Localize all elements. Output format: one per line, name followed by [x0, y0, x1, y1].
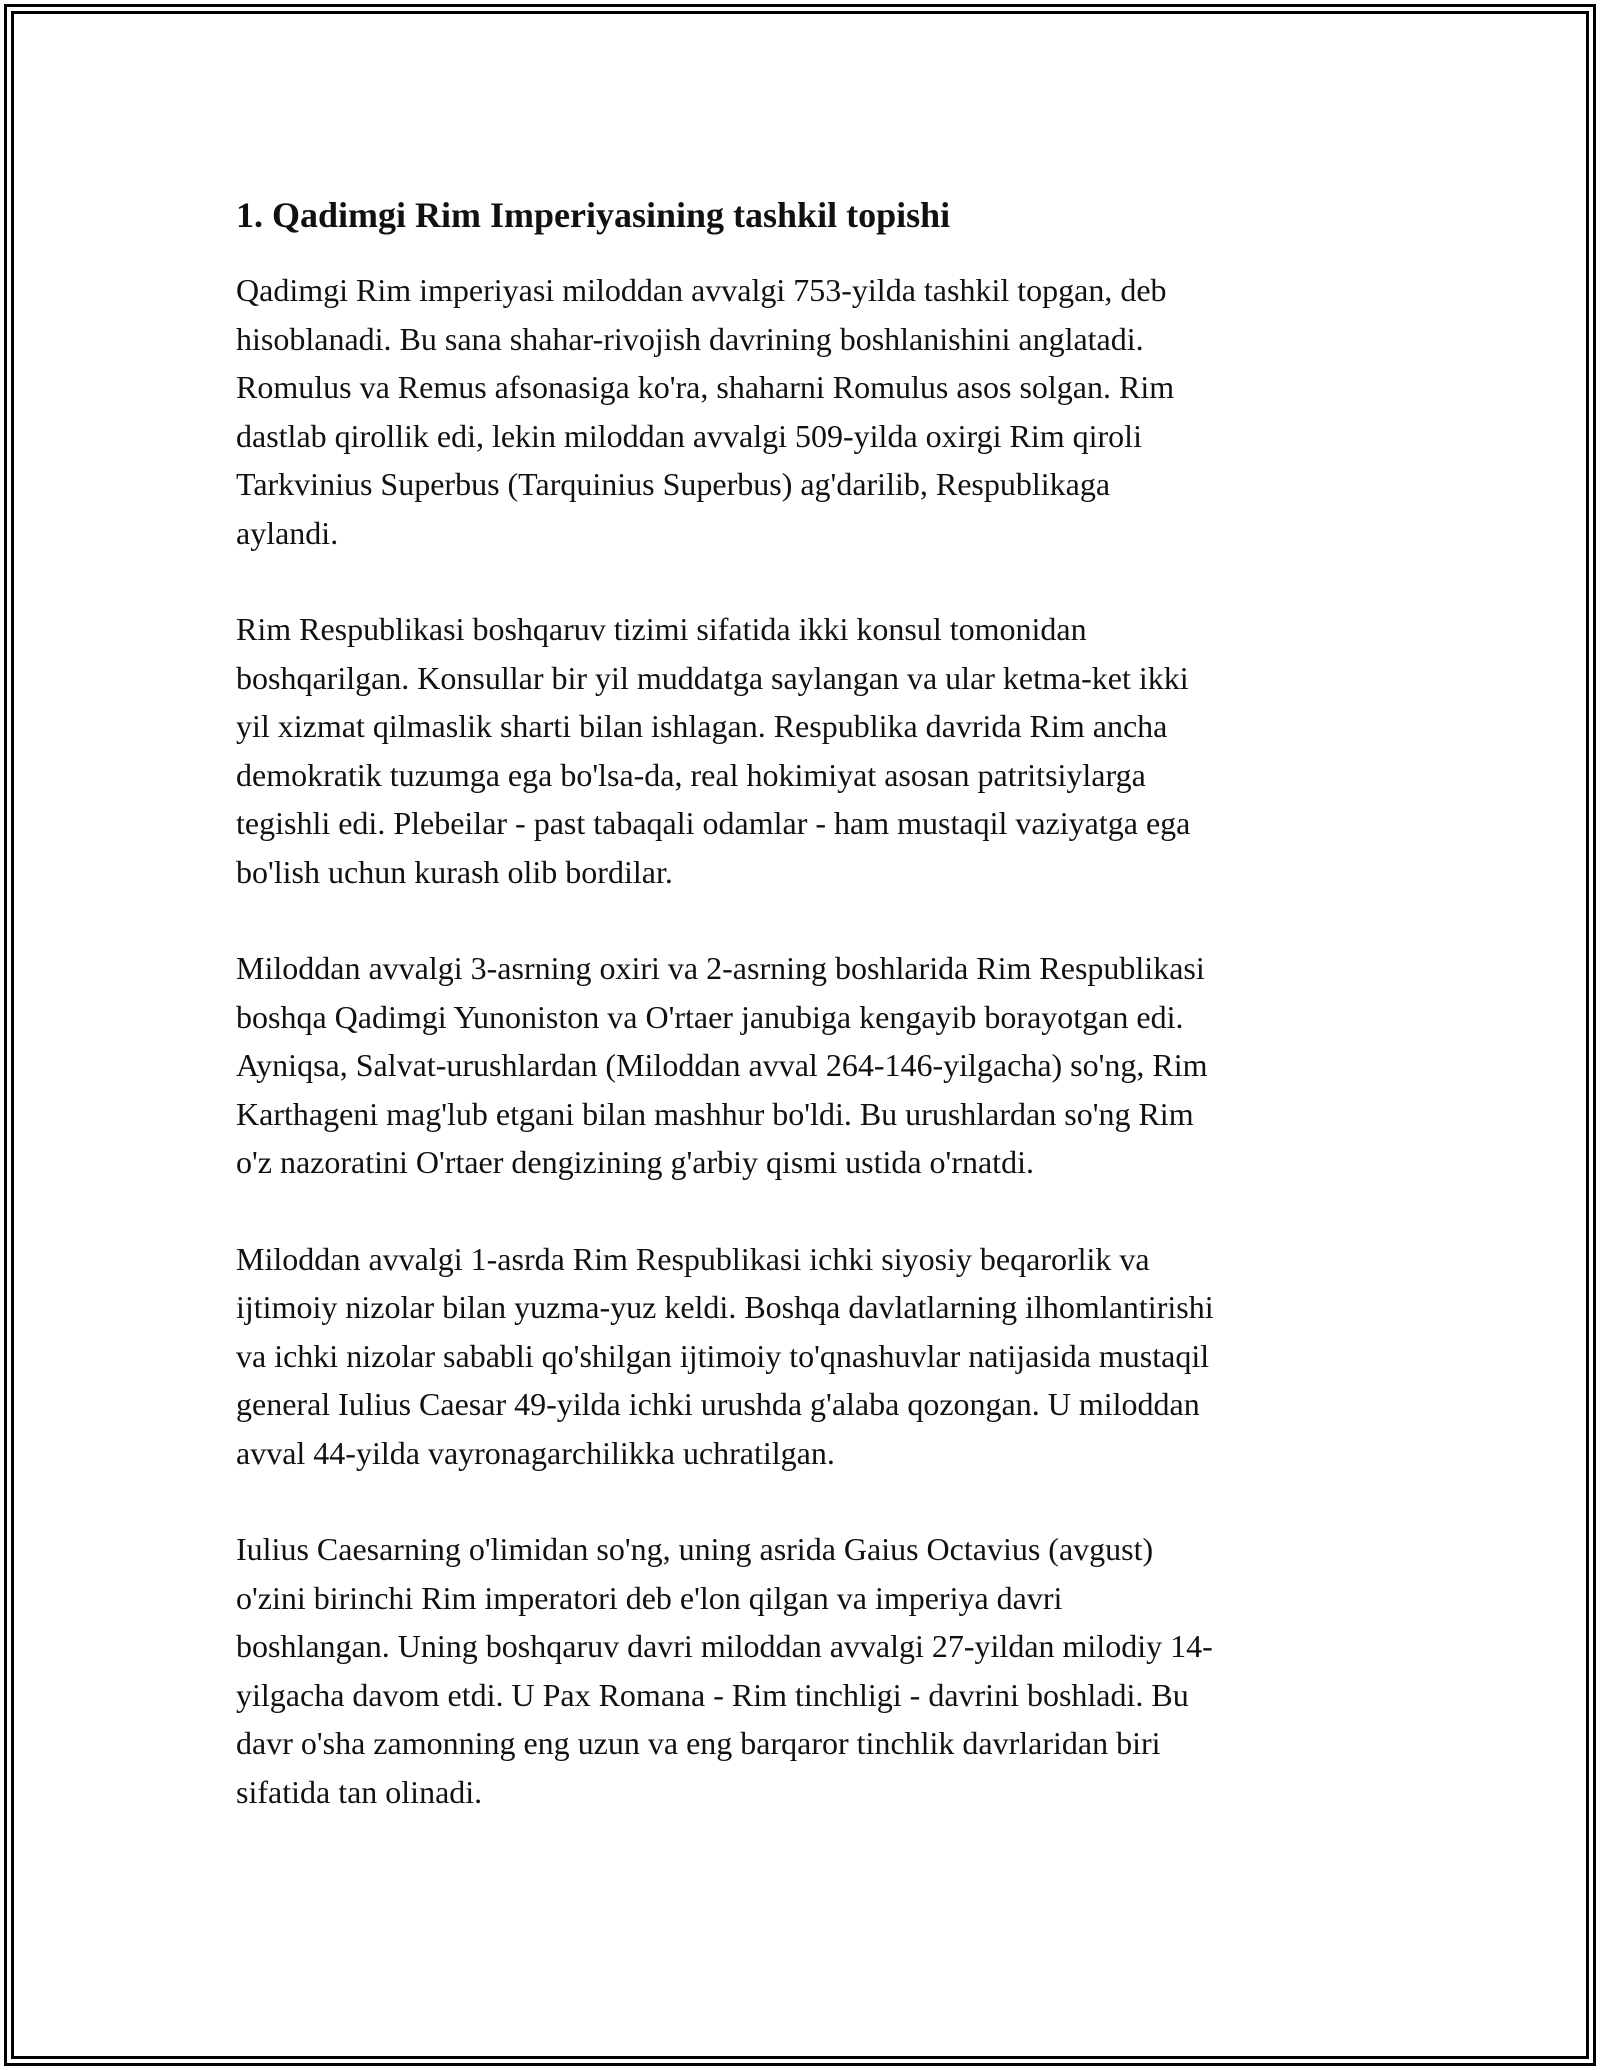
- paragraph-1: Qadimgi Rim imperiyasi miloddan avvalgi 753-yilda tashkil topgan, deb hisoblanadi. Bu sana shahar-rivojish davrining boshlanishini anglatadi. Romulus va Remus afsonasiga ko'ra, shaharni Romulus asos solgan. Rim dastlab qirollik edi, lekin miloddan avvalgi 509-yilda oxirgi Rim qiroli Tarkvinius Superbus (Tarquinius Superbus) ag'darilib, Respublikaga aylandi.: [236, 272, 1175, 551]
- paragraph-4: Miloddan avvalgi 1-asrda Rim Respublikasi ichki siyosiy beqarorlik va ijtimoiy nizolar bilan yuzma-yuz keldi. Boshqa davlatlarning ilhomlantirishi va ichki nizolar sababli qo'shilgan ijtimoiy to'qnashuvlar natijasida mustaqil general Iulius Caesar 49-yilda ichki urushda g'alaba qozongan. U miloddan avval 44-yilda vayronagarchilikka uchratilgan.: [236, 1240, 1214, 1471]
- paragraph-3: Miloddan avvalgi 3-asrning oxiri va 2-asrning boshlarida Rim Respublikasi boshqa Qadimgi Yunoniston va O'rtaer janubiga kengayib borayotgan edi. Ayniqsa, Salvat-urushlardan (Miloddan avval 264-146-yilgacha) so'ng, Rim Karthageni mag'lub etgani bilan mashhur bo'ldi. Bu urushlardan so'ng Rim o'z nazoratini O'rtaer dengizining g'arbiy qismi ustida o'rnatdi.: [236, 950, 1208, 1180]
- document-body: [236, 186, 1366, 1864]
- paragraph-2: Rim Respublikasi boshqaruv tizimi sifatida ikki konsul tomonidan boshqarilgan. Konsullar bir yil muddatga saylangan va ular ketma-ket ikki yil xizmat qilmaslik sharti bilan ishlagan. Respublika davrida Rim ancha demokratik tuzumga ega bo'lsa-da, real hokimiyat asosan patritsiylarga tegishli edi. Plebeilar - past tabaqali odamlar - ham mustaqil vaziyatga ega bo'lish uchun kurash olib bordilar.: [236, 611, 1191, 890]
- document-title: 1. Qadimgi Rim Imperiyasining tashkil topishi: [236, 195, 951, 235]
- paragraph-5: Iulius Caesarning o'limidan so'ng, uning asrida Gaius Octavius (avgust) o'zini birinchi Rim imperatori deb e'lon qilgan va imperiya davri boshlangan. Uning boshqaruv davri miloddan avvalgi 27-yildan milodiy 14- yilgacha davom etdi. U Pax Romana - Rim tinchligi - davrini boshladi. Bu davr o'sha zamonning eng uzun va eng barqaror tinchlik davrlaridan biri sifatida tan olinadi.: [236, 1531, 1213, 1810]
